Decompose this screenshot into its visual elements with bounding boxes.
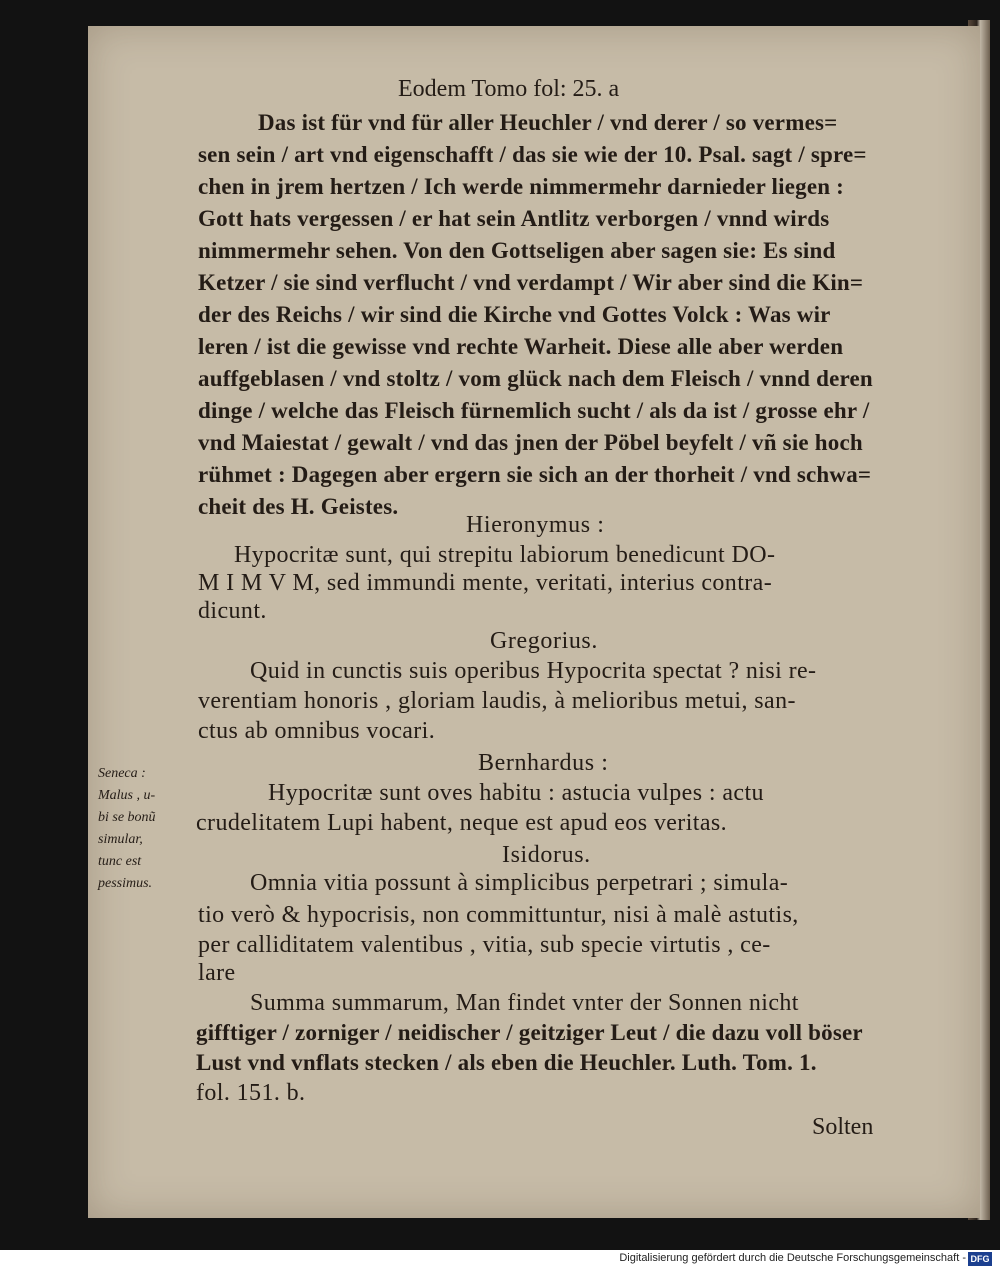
- heading-gregorius: Gregorius.: [490, 628, 598, 654]
- heading-bernhardus: Bernhardus :: [478, 750, 609, 776]
- text-line: tio verò & hypocrisis, non committuntur, nisi à malè astutis,: [198, 902, 799, 928]
- text-line: der des Reichs / wir sind die Kirche vnd Gottes Volck : Was wir: [198, 302, 831, 327]
- text-line: Lust vnd vnflats stecken / als eben die Heuchler. Luth. Tom. 1.: [196, 1050, 817, 1075]
- text-line: fol. 151. b.: [196, 1080, 306, 1106]
- text-line: Gott hats vergessen / er hat sein Antlitz verborgen / vnnd wirds: [198, 206, 830, 231]
- margin-note-line: Malus , u-: [98, 788, 156, 803]
- margin-note-line: Seneca :: [98, 766, 146, 781]
- text-line: Hypocritæ sunt, qui strepitu labiorum benedicunt DO-: [234, 542, 776, 568]
- text-line: M I M V M, sed immundi mente, veritati, interius contra-: [198, 570, 773, 596]
- text-line: crudelitatem Lupi habent, neque est apud eos veritas.: [196, 810, 728, 836]
- heading-isidorus: Isidorus.: [502, 842, 591, 868]
- dfg-logo-icon: DFG: [968, 1252, 992, 1266]
- margin-note-line: bi se bonũ: [98, 810, 156, 825]
- text-line: cheit des H. Geistes.: [198, 494, 399, 519]
- text-line: Quid in cunctis suis operibus Hypocrita spectat ? nisi re-: [250, 658, 817, 684]
- margin-note-line: simular,: [98, 832, 143, 847]
- text-line: leren / ist die gewisse vnd rechte Warheit. Diese alle aber werden: [198, 334, 844, 359]
- text-line: dinge / welche das Fleisch fürnemlich sucht / als da ist / grosse ehr /: [198, 398, 870, 423]
- text-line: vnd Maiestat / gewalt / vnd das jnen der Pöbel beyfelt / vñ sie hoch: [198, 430, 863, 455]
- text-line: dicunt.: [198, 598, 267, 624]
- margin-note-line: pessimus.: [98, 876, 153, 891]
- text-line: Omnia vitia possunt à simplicibus perpetrari ; simula-: [250, 870, 789, 896]
- text-line: rühmet : Dagegen aber ergern sie sich an der thorheit / vnd schwa=: [198, 462, 872, 487]
- catchword: Solten: [812, 1114, 874, 1140]
- text-line: Summa summarum, Man findet vnter der Sonnen nicht: [250, 990, 799, 1016]
- heading-hieronymus: Hieronymus :: [466, 512, 605, 538]
- text-line: Das ist für vnd für aller Heuchler / vnd derer / so vermes=: [258, 110, 838, 135]
- book-page: [88, 26, 980, 1218]
- text-line: auffgeblasen / vnd stoltz / vom glück nach dem Fleisch / vnnd deren: [198, 366, 873, 391]
- text-line: ctus ab omnibus vocari.: [198, 718, 436, 744]
- text-line: verentiam honoris , gloriam laudis, à melioribus metui, san-: [198, 688, 796, 714]
- text-line: gifftiger / zorniger / neidischer / geitziger Leut / die dazu voll böser: [196, 1020, 863, 1045]
- footer-credit: Digitalisierung gefördert durch die Deutsche Forschungsgemeinschaft -: [619, 1252, 966, 1264]
- top-reference: Eodem Tomo fol: 25. a: [398, 76, 620, 102]
- text-line: lare: [198, 960, 236, 986]
- text-line: Ketzer / sie sind verflucht / vnd verdampt / Wir aber sind die Kin=: [198, 270, 864, 295]
- text-line: Hypocritæ sunt oves habitu : astucia vulpes : actu: [268, 780, 764, 806]
- text-line: nimmermehr sehen. Von den Gottseligen aber sagen sie: Es sind: [198, 238, 836, 263]
- text-line: chen in jrem hertzen / Ich werde nimmermehr darnieder liegen :: [198, 174, 845, 199]
- margin-note-line: tunc est: [98, 854, 142, 869]
- text-line: per calliditatem valentibus , vitia, sub specie virtutis , ce-: [198, 932, 771, 958]
- text-line: sen sein / art vnd eigenschafft / das sie wie der 10. Psal. sagt / spre=: [198, 142, 867, 167]
